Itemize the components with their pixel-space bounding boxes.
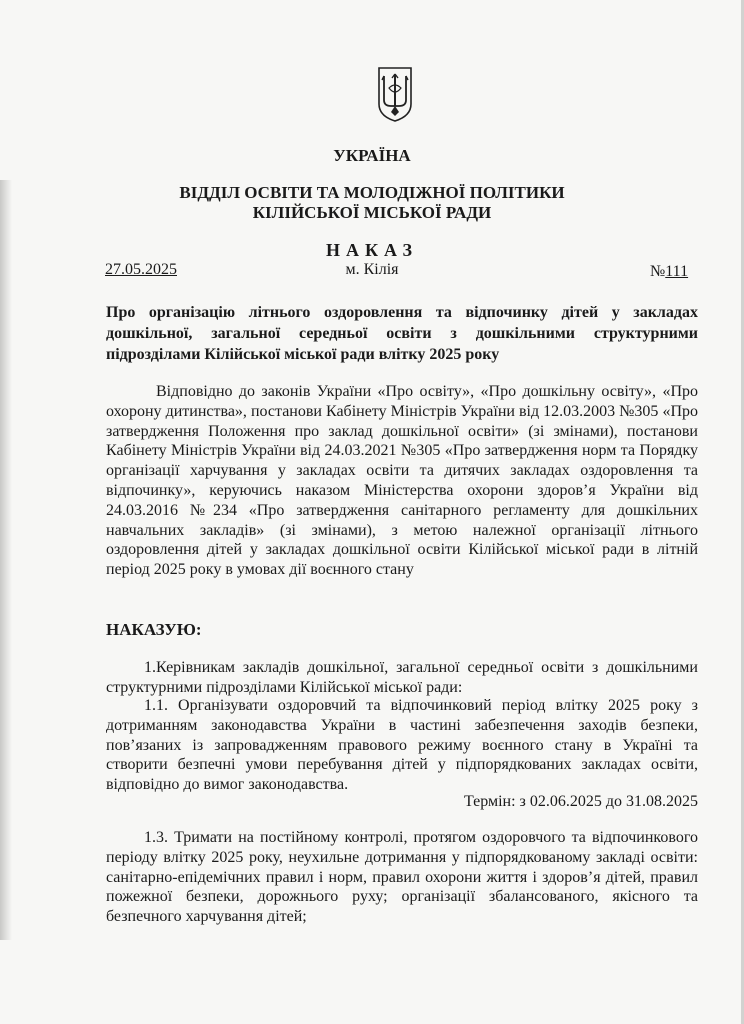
order-word: НАКАЗУЮ:	[106, 620, 202, 639]
item-term: Термін: з 02.06.2025 до 31.08.2025	[463, 793, 698, 810]
order-date: 27.05.2025	[105, 261, 177, 278]
department-name-line1: ВІДДІЛ ОСВІТИ ТА МОЛОДІЖНОЇ ПОЛІТИКИ	[179, 183, 565, 202]
order-number	[650, 263, 688, 281]
order-title: НАКАЗ	[325, 240, 419, 260]
item-1-3: 1.3. Тримати на постійному контролі, протягом оздоровчого та відпочинкового періоду влітку 2025 року, неухильне дотримання у підпорядкованому закладі освіти: санітарно-епідемічних правил і норм, правил охорони життя і здоров’я дітей, правил пожежної безпеки, дорожнього руху; організації збалансованого, якісного та безпечного харчування дітей;	[106, 829, 698, 926]
order-number-value: 111	[665, 263, 689, 280]
order-place: м. Кілія	[345, 261, 399, 278]
item-1-1: 1.1. Організувати оздоровчий та відпочинковий період влітку 2025 року з дотриманням законодавства України в частині забезпечення заходів безпеки, пов’язаних із запровадженням правового режиму воєнного стану в Україні та створити безпечні умови перебування дітей у підпорядкованих закладах освіти, відповідно до вимог законодавства.	[106, 697, 698, 794]
preamble-paragraph: Відповідно до законів України «Про освіту», «Про дошкільну освіту», «Про охорону дитинства», постанови Кабінету Міністрів України від 12.03.2003 №305 «Про затвердження Положення про заклад дошкільної освіти» (зі змінами), постанови Кабінету Міністрів України від 24.03.2021 №305 «Про затвердження норм та Порядку організації харчування у закладах освіти та дитячих закладах оздоровлення та відпочинку», керуючись наказом Міністерства охорони здоров’я України від 24.03.2016 №234 «Про затвердження санітарного регламенту для дошкільних навчальних закладів» (зі змінами), з метою належної організації літнього оздоровлення дітей у закладах дошкільної освіти Кілійської міської ради в літній період 2025 року в умовах дії воєнного стану	[106, 383, 698, 579]
order-number-prefix: №	[650, 263, 666, 280]
scan-shadow	[0, 180, 12, 940]
item-1: 1.Керівникам закладів дошкільної, загальної середньої освіти з дошкільними структурними підрозділами Кілійської міської ради:	[106, 659, 698, 696]
country-title: УКРАЇНА	[333, 146, 411, 165]
department-name-line2: КІЛІЙСЬКОЇ МІСЬКОЇ РАДИ	[252, 203, 492, 222]
trident-emblem-icon	[377, 66, 413, 122]
order-subject: Про організацію літнього оздоровлення та відпочинку дітей у закладах дошкільної, загальної середньої освіти з дошкільними структурними підрозділами Кілійської міської ради влітку 2025 року	[106, 304, 698, 363]
